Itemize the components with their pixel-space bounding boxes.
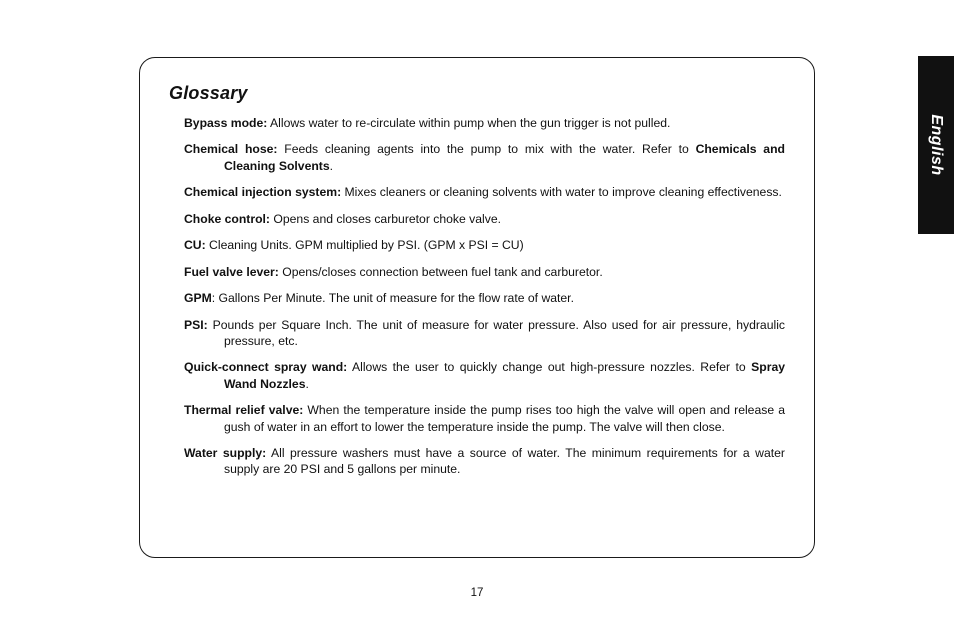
language-tab-label: English: [928, 114, 945, 176]
glossary-entry: [184, 115, 785, 131]
glossary-term: Water supply:: [184, 446, 267, 461]
glossary-term: GPM: [184, 291, 212, 306]
glossary-entry: [184, 402, 785, 435]
glossary-term: Chemical hose:: [184, 142, 278, 157]
section-reference: Spray Wand Nozzles: [224, 360, 785, 391]
glossary-term: Thermal relief valve:: [184, 403, 304, 418]
glossary-list: [184, 115, 785, 488]
section-title: Glossary: [169, 83, 248, 103]
glossary-entry: [184, 290, 785, 306]
glossary-definition: Allows the user to quickly change out high-pressure nozzles. Refer to: [347, 360, 752, 375]
glossary-entry: [184, 445, 785, 478]
glossary-term: Quick-connect spray wand:: [184, 360, 348, 375]
language-tab: [918, 56, 954, 234]
glossary-definition: When the temperature inside the pump rises too high the valve will open and release a gush of water in an effort to lower the temperature inside the pump. The valve will then close.: [224, 403, 785, 434]
page-number: 17: [470, 587, 484, 599]
glossary-entry: [184, 141, 785, 174]
glossary-definition: Allows water to re-circulate within pump when the gun trigger is not pulled.: [267, 116, 671, 130]
glossary-term: PSI:: [184, 317, 208, 332]
glossary-definition: : Gallons Per Minute. The unit of measure for the flow rate of water.: [211, 291, 574, 306]
glossary-entry: [184, 211, 785, 227]
glossary-definition: Pounds per Square Inch. The unit of measure for water pressure. Also used for air pressure, hydraulic pressure, etc.: [207, 317, 785, 348]
glossary-term: Fuel valve lever:: [184, 264, 279, 279]
glossary-definition: Opens and closes carburetor choke valve.: [270, 211, 502, 226]
section-reference: Chemicals and Cleaning Solvents: [224, 142, 785, 173]
glossary-entry: [184, 359, 785, 392]
glossary-entry: [184, 317, 785, 350]
glossary-entry: [184, 264, 785, 280]
glossary-entry: [184, 237, 785, 253]
glossary-definition: Feeds cleaning agents into the pump to mix with the water. Refer to: [277, 142, 696, 157]
definition-tail: .: [329, 158, 334, 173]
glossary-definition: Cleaning Units. GPM multiplied by PSI. (GPM x PSI = CU): [205, 238, 524, 253]
glossary-term: CU:: [184, 238, 206, 253]
glossary-definition: Mixes cleaners or cleaning solvents with water to improve cleaning effectiveness.: [341, 185, 782, 200]
definition-tail: .: [305, 376, 309, 391]
glossary-term: Bypass mode:: [184, 116, 268, 130]
glossary-entry: [184, 184, 785, 200]
glossary-definition: Opens/closes connection between fuel tank and carburetor.: [278, 264, 603, 279]
glossary-term: Choke control:: [184, 211, 270, 226]
glossary-definition: All pressure washers must have a source of water. The minimum requirements for a water supply are 20 PSI and 5 gallons per minute.: [224, 446, 785, 477]
glossary-term: Chemical injection system:: [184, 185, 342, 200]
